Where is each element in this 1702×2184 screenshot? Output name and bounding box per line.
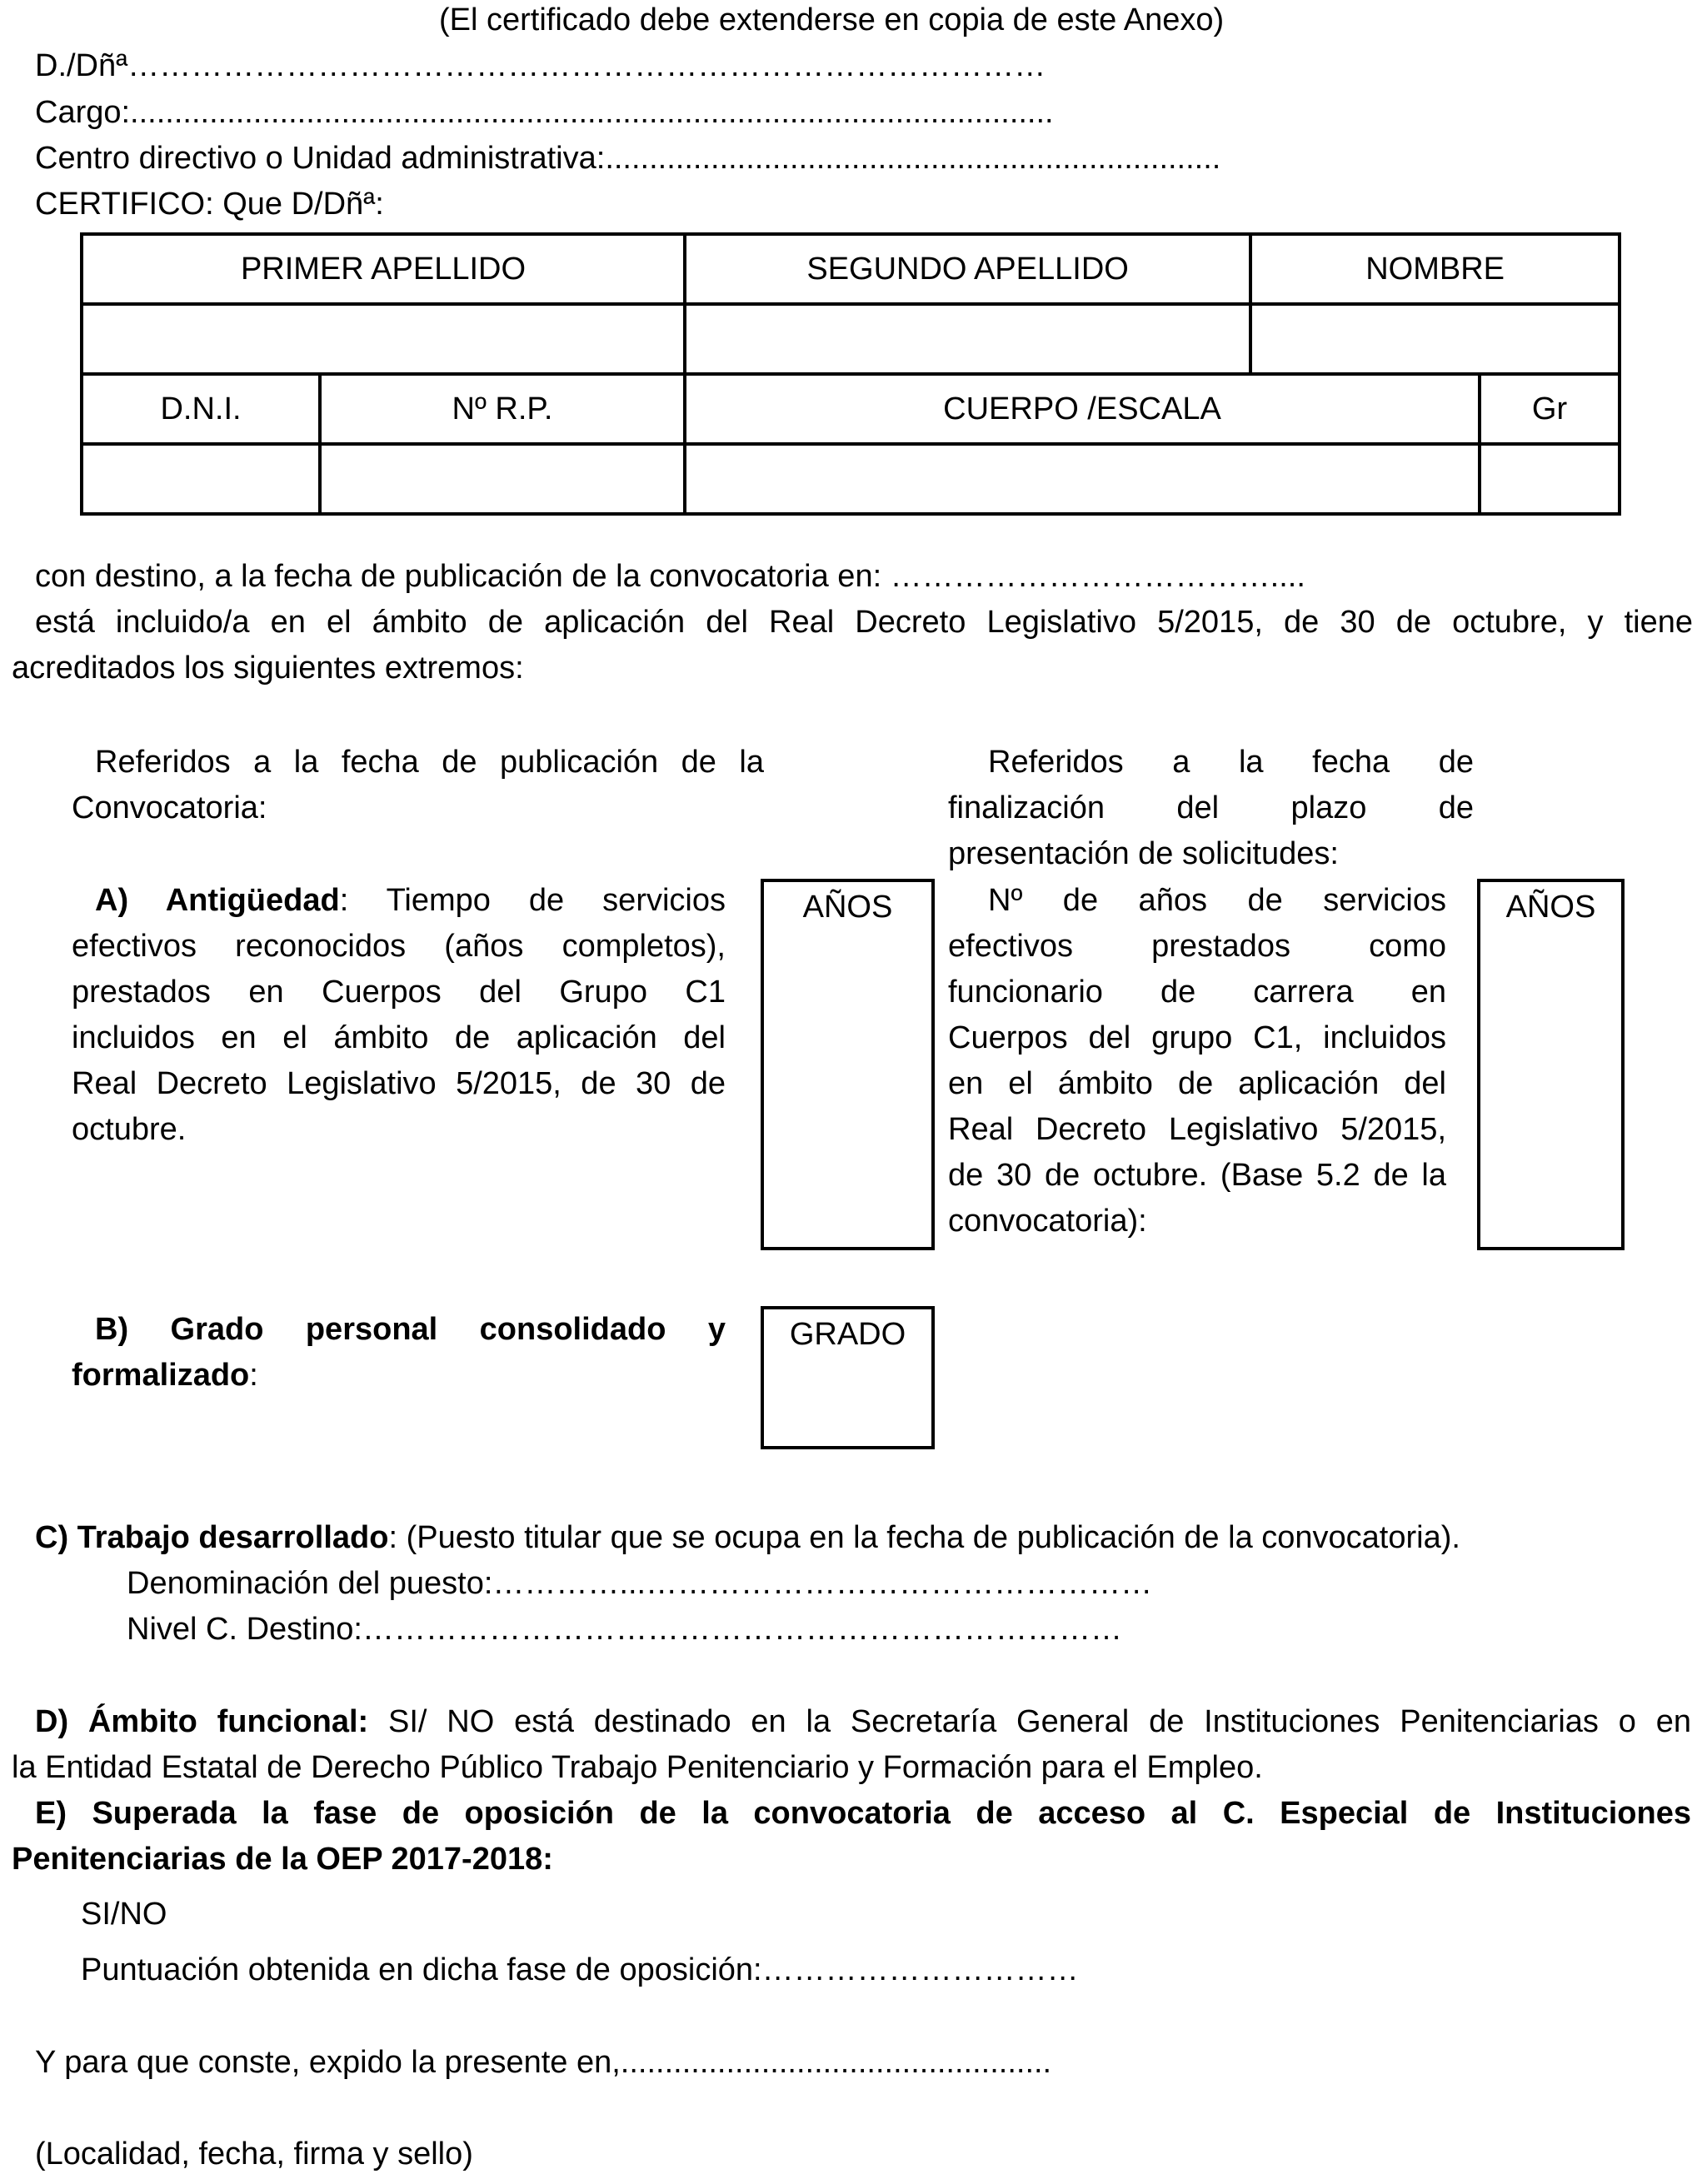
section-a-line-3: prestados en Cuerpos del Grupo C1 [72, 975, 726, 1010]
grado-box-label: GRADO [789, 1317, 906, 1352]
section-a-first-rest: : Tiempo de servicios [339, 883, 726, 918]
section-e-sino: SI/NO [81, 1897, 167, 1932]
right-text-line-5: en el ámbito de aplicación del [948, 1066, 1446, 1101]
gr-cell[interactable] [1480, 444, 1620, 514]
cuerpo-escala-cell[interactable] [685, 444, 1480, 514]
section-c-title: C) Trabajo desarrollado [35, 1520, 389, 1555]
section-d-line-2: la Entidad Estatal de Derecho Público Trabajo Penitenciario y Formación para el Empleo. [12, 1750, 1263, 1785]
anos-box-right[interactable] [1477, 879, 1625, 1250]
nombre-cell[interactable] [1250, 304, 1620, 374]
anos-box-left-label: AÑOS [802, 890, 893, 925]
header-note: (El certificado debe extenderse en copia de este Anexo) [439, 2, 1225, 37]
section-c-rest: : (Puesto titular que se ocupa en la fecha de publicación de la convocatoria). [388, 1520, 1460, 1555]
destino-line: con destino, a la fecha de publicación de la convocatoria en: ……………………………….... [35, 559, 1305, 594]
section-b-formalizado: formalizado [72, 1358, 250, 1393]
right-text-line-6: Real Decreto Legislativo 5/2015, [948, 1112, 1446, 1147]
section-d-title: D) Ámbito funcional: [35, 1704, 369, 1739]
section-c-line [35, 1519, 1460, 1556]
left-intro-line-1: Referidos a la fecha de publicación de la [95, 745, 764, 780]
section-e-line-1: E) Superada la fase de oposición de la convocatoria de acceso al C. Especial de Instituciones [35, 1796, 1691, 1831]
certifico-line: CERTIFICO: Que D/Dñª: [35, 187, 384, 222]
dni-cell[interactable] [82, 444, 320, 514]
right-intro-line-2: finalización del plazo de [948, 790, 1474, 825]
header-nrp: Nº R.P. [320, 374, 685, 444]
dona-field: D./Dñª…………………………………………………………………………… [35, 48, 1046, 83]
section-b-line-1: B) Grado personal consolidado y [95, 1312, 726, 1347]
ambito-line-2: acreditados los siguientes extremos: [12, 651, 524, 686]
section-e-line-2: Penitenciarias de la OEP 2017-2018: [12, 1842, 553, 1877]
section-a-line-2: efectivos reconocidos (años completos), [72, 929, 726, 964]
right-text-line-7: de 30 de octubre. (Base 5.2 de la [948, 1158, 1446, 1193]
puntuacion-field: Puntuación obtenida en dicha fase de oposición:………………………… [81, 1952, 1079, 1987]
nivel-field: Nivel C. Destino:……………………………………………………………… [127, 1612, 1122, 1647]
header-nombre: NOMBRE [1250, 234, 1620, 304]
closing-line: Y para que conste, expido la presente en,................................................. [35, 2045, 1052, 2080]
denominacion-field: Denominación del puesto:…………...………………………………………… [127, 1566, 1153, 1601]
section-d-line-1 [35, 1703, 1691, 1740]
section-d-rest: SI/ NO está destinado en la Secretaría General de Instituciones Penitenciarias o en [368, 1704, 1691, 1739]
section-b-colon: : [249, 1358, 258, 1393]
ambito-line-1: está incluido/a en el ámbito de aplicación del Real Decreto Legislativo 5/2015, de 30 de octubre, y tiene [35, 605, 1693, 640]
header-cuerpo-escala: CUERPO /ESCALA [685, 374, 1480, 444]
section-a-line-6: octubre. [72, 1112, 187, 1147]
right-text-line-4: Cuerpos del grupo C1, incluidos [948, 1020, 1446, 1055]
section-a-line-5: Real Decreto Legislativo 5/2015, de 30 de [72, 1066, 726, 1101]
anos-box-left[interactable] [761, 879, 935, 1250]
header-dni: D.N.I. [82, 374, 320, 444]
right-text-line-8: convocatoria): [948, 1204, 1147, 1239]
right-text-line-1: Nº de años de servicios [988, 883, 1446, 918]
segundo-apellido-cell[interactable] [685, 304, 1250, 374]
grado-box[interactable] [761, 1306, 935, 1449]
centro-field: Centro directivo o Unidad administrativa:...................................................................... [35, 141, 1221, 176]
left-intro-line-2: Convocatoria: [72, 790, 267, 825]
cargo-field: Cargo:......................................................................................................... [35, 95, 1054, 130]
nrp-cell[interactable] [320, 444, 685, 514]
primer-apellido-cell[interactable] [82, 304, 685, 374]
header-segundo-apellido: SEGUNDO APELLIDO [685, 234, 1250, 304]
header-gr: Gr [1480, 374, 1620, 444]
section-b-line-2 [72, 1357, 258, 1394]
section-a-line-1 [95, 882, 726, 919]
right-intro-line-1: Referidos a la fecha de [988, 745, 1474, 780]
anos-box-right-label: AÑOS [1505, 890, 1596, 925]
right-intro-line-3: presentación de solicitudes: [948, 836, 1339, 871]
identification-table [80, 232, 1621, 516]
signature-note: (Localidad, fecha, firma y sello) [35, 2137, 473, 2172]
right-text-line-3: funcionario de carrera en [948, 975, 1446, 1010]
section-a-title: A) Antigüedad [95, 883, 340, 918]
section-a-line-4: incluidos en el ámbito de aplicación del [72, 1020, 726, 1055]
header-primer-apellido: PRIMER APELLIDO [82, 234, 685, 304]
right-text-line-2: efectivos prestados como [948, 929, 1446, 964]
